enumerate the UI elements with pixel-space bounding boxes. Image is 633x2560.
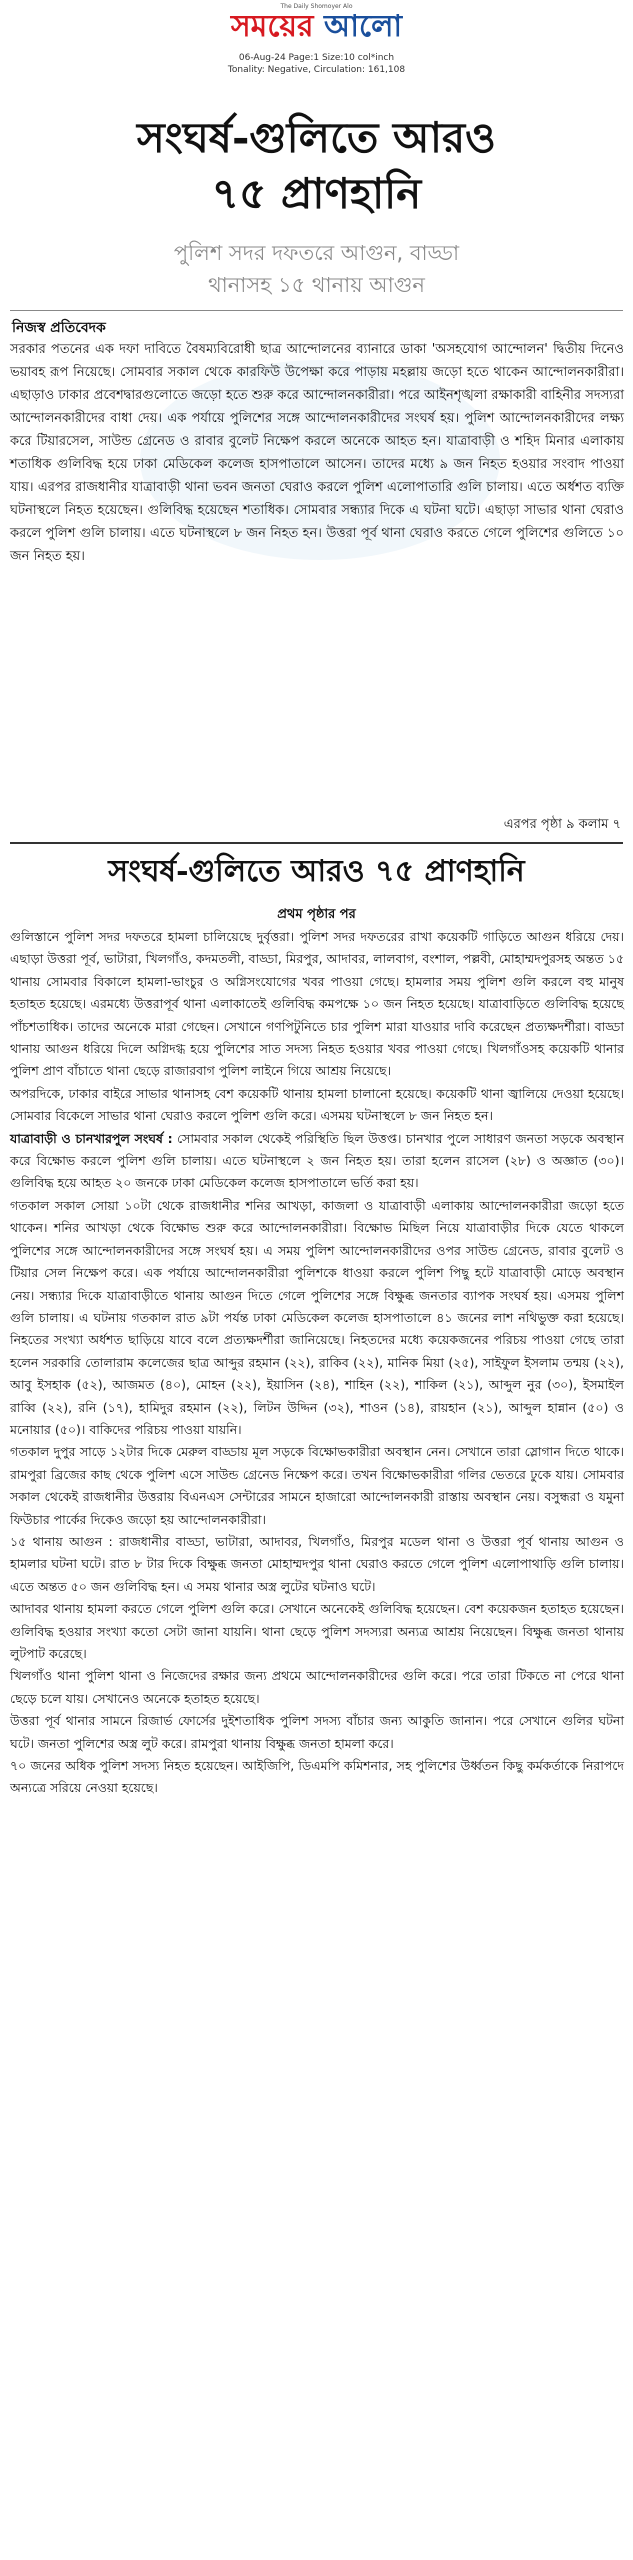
paragraph: অপরদিকে, ঢাকার বাইরে সাভার থানাসহ বেশ কয়েকটি থানায় হামলা চালানো হয়েছে। কয়েকটি থানা জ্বালিয়ে দেওয়া হয়েছে। সোমবার বিকেলে সাভার থানা ঘেরাও করলে পুলিশ গুলি করে। এসময় ঘটনাস্থলে ৮ জন নিহত হন। bbox=[10, 1085, 624, 1124]
paragraph: গতকাল সকাল সোয়া ১০টা থেকে রাজধানীর শনির আখড়া, কাজলা ও যাত্রাবাড়ী এলাকায় আন্দোলনকারীরা জড়ো হতে থাকেন। শনির আখড়া থেকে বিক্ষোভ শুরু করে আন্দোলনকারীরা। বিক্ষোভ মিছিল নিয়ে যাত্রাবাড়ীর দিকে যেতে থাকলে পুলিশের সঙ্গে আন্দোলনকারীদের সঙ্গে সংঘর্ষ হয়। এ সময় পুলিশ আন্দোলনকারীদের ওপর সাউন্ড গ্রেনেড, রাবার বুলেট ও টিয়ার সেল নিক্ষেপ করে। এক পর্যায়ে আন্দোলনকারীরা পুলিশকে ধাওয়া করলে পুলিশ পিছু হটে যাত্রাবাড়ী মোড়ে অবস্থান নেয়। সন্ধ্যার দিকে যাত্রাবাড়ীতে থানায় আগুন দিতে গেলে পুলিশের সঙ্গে বিক্ষুব্ধ জনতার ব্যাপক সংঘর্ষ হয়। এসময় পুলিশ গুলি চালায়। এ ঘটনায় গতকাল রাত ৯টা পর্যন্ত ঢাকা মেডিকেল কলেজ হাসপাতালে ৪১ জনের লাশ নথিভুক্ত করা হয়েছে। নিহতের সংখ্যা অর্ধশত ছাড়িয়ে যাবে বলে প্রত্যক্ষদর্শীরা জানিয়েছে। নিহতদের মধ্যে কয়েকজনের পরিচয় পাওয়া গেছে তারা হলেন সরকারি তোলারাম কলেজের ছাত্র আব্দুর রহমান (২২), রাকিব (২২), মানিক মিয়া (২৫), সাইফুল ইসলাম তন্ময় (২২), আবু ইসহাক (৫২), আজমত (৪০), মোহন (২২), ইয়াসিন (২৪), শাহিন (২২), শাকিল (২১), আব্দুল নুর (৩০), ইসমাইল রাব্বি (২২), রনি (১৭), হামিদুর রহমান (২২), লিটন উদ্দিন (৩২), শাওন (১৪), রায়হান (২১), আব্দুল হান্নান (৫০) ও মনোয়ার (৫০)। বাকিদের পরিচয় পাওয়া যায়নি। bbox=[10, 1197, 624, 1437]
logo-part-1: সময়ের bbox=[230, 9, 314, 44]
masthead bbox=[0, 0, 633, 90]
lead-article-body bbox=[10, 338, 624, 568]
masthead-tagline: The Daily Shomoyer Alo bbox=[280, 3, 353, 10]
section-divider bbox=[10, 842, 623, 844]
lead-headline-line-1: সংঘর্ষ-গুলিতে আরও bbox=[137, 113, 496, 162]
continuation-headline: সংঘর্ষ-গুলিতে আরও ৭৫ প্রাণহানি bbox=[108, 854, 525, 889]
lead-paragraph: সরকার পতনের এক দফা দাবিতে বৈষম্যবিরোধী ছাত্র আন্দোলনের ব্যানারে ডাকা 'অসহযোগ আন্দোলন' দ্বিতীয় দিনেও ভয়াবহ রূপ নিয়েছে। সোমবার সকাল থেকে কারফিউ উপেক্ষা করে পাড়ায় মহল্লায় জড়ো হতে থাকেন আন্দোলনকারীরা। এছাড়াও ঢাকার প্রবেশদ্বারগুলোতে জড়ো হতে শুরু করে আন্দোলনকারীরা। পরে আইনশৃঙ্খলা রক্ষাকারী বাহিনীর সদস্যরা আন্দোলনকারীদের বাধা দেয়। এক পর্যায়ে পুলিশের সঙ্গে আন্দোলনকারীদের সংঘর্ষ হয়। পুলিশ আন্দোলনকারীদের লক্ষ্য করে টিয়ারসেল, সাউন্ড গ্রেনেড ও রাবার বুলেট নিক্ষেপ করলে অনেকে আহত হন। যাত্রাবাড়ী ও শহিদ মিনার এলাকায় শতাধিক গুলিবিদ্ধ হয়ে ঢাকা মেডিকেল কলেজ হাসপাতালে আসেন। তাদের মধ্যে ৯ জন নিহত হওয়ার সংবাদ পাওয়া যায়। এরপর রাজধানীর যাত্রাবাড়ী থানা ভবন জনতা ঘেরাও করলে পুলিশ এলোপাতারি গুলি চালায়। এতে অর্ধশত ব্যক্তি ঘটনাস্থলে নিহত হয়েছেন। গুলিবিদ্ধ হয়েছেন শতাধিক। সোমবার সন্ধ্যার দিকে এ ঘটনা ঘটে। এছাড়া সাভার থানা ঘেরাও করলে পুলিশ গুলি চালায়। এতে ঘটনাস্থলে ৮ জন নিহত হন। উত্তরা পূর্ব থানা ঘেরাও করতে গেলে পুলিশের গুলিতে ১০ জন নিহত হয়। bbox=[10, 342, 624, 564]
paragraph: ৭০ জনের অধিক পুলিশ সদস্য নিহত হয়েছেন। আইজিপি, ডিএমপি কমিশনার, সহ পুলিশের উর্ধ্বতন কিছু কর্মকর্তাকে নিরাপদে অন্যত্রে সরিয়ে নেওয়া হয়েছে। bbox=[10, 1758, 624, 1796]
lead-subhead-line-2: থানাসহ ১৫ থানায় আগুন bbox=[208, 273, 425, 297]
section-text: সোমবার সকাল থেকেই পরিস্থিতি ছিল উত্তপ্ত। চানখার পুলে সাধারণ জনতা সড়কে অবস্থান করে বিক্ষোভ করলে পুলিশ গুলি চালায়। এতে ঘটনাস্থলে ২ জন নিহত হয়। তারা হলেন রাসেল (২৮) ও অজ্ঞাত (৩০)। গুলিবিদ্ধ হয়ে আহত ২০ জনকে ঢাকা মেডিকেল কলেজ হাসপাতালে ভর্তি করা হয়। bbox=[10, 1130, 624, 1191]
logo-part-2: আলো bbox=[324, 9, 403, 44]
lead-subhead-line-1: পুলিশ সদর দফতরে আগুন, বাড্ডা bbox=[173, 241, 460, 265]
paragraph: গুলিস্তানে পুলিশ সদর দফতরে হামলা চালিয়েছে দুর্বৃত্তরা। পুলিশ সদর দফতরের রাখা কয়েকটি গাড়িতে আগুন ধরিয়ে দেয়। এছাড়া উত্তরা পূর্ব, ভাটারা, খিলগাঁও, কদমতলী, বাড্ডা, মিরপুর, আদাবর, লালবাগ, বংশাল, পল্লবী, মোহাম্মদপুরসহ অন্তত ১৫ থানায় সোমবার বিকালে হামলা-ভাংচুর ও অগ্নিসংযোগের খবর পাওয়া গেছে। হামলার সময় পুলিশ গুলি করলে বহু মানুষ হতাহত হয়েছে। এরমধ্যে উত্তরাপূর্ব থানা এলাকাতেই গুলিবিদ্ধ কমপক্ষে ১০ জন নিহত হয়েছে। যাত্রাবাড়িতে গুলিবিদ্ধ হয়েছে পাঁচশতাধিক। তাদের অনেকে মারা গেছেন। সেখানে গণপিটুনিতে চার পুলিশ মারা যাওয়ার দাবি করেছেন প্রত্যক্ষদর্শীরা। বাড্ডা থানায় আগুন ধরিয়ে দিলে অগ্নিদগ্ধ হয়ে পুলিশের সাত সদস্য নিহত হওয়ার খবর পাওয়া গেছে। খিলগাঁওসহ কয়েকটি থানার পুলিশ প্রাণ বাঁচাতে থানা ছেড়ে রাজারবাগ পুলিশ লাইনে গিয়ে আশ্রয় নিয়েছে। bbox=[10, 929, 624, 1079]
newspaper-logo bbox=[0, 10, 633, 44]
continuation-body bbox=[10, 926, 624, 1800]
paragraph-with-section-title bbox=[10, 1128, 624, 1195]
divider bbox=[10, 310, 623, 311]
section-title: যাত্রাবাড়ী ও চানখারপুল সংঘর্ষ : bbox=[10, 1130, 173, 1146]
paragraph: গতকাল দুপুর সাড়ে ১২টার দিকে মেরুল বাড্ডায় মূল সড়কে বিক্ষোভকারীরা অবস্থান নেন। সেখানে তারা স্লোগান দিতে থাকে। রামপুরা ব্রিজের কাছ থেকে পুলিশ এসে সাউন্ড গ্রেনেড নিক্ষেপ করে। তখন বিক্ষোভকারীরা গলির ভেতরে ঢুকে যায়। সোমবার সকাল থেকেই রাজধানীর উত্তরায় বিএনএস সেন্টারের সামনে হাজারো আন্দোলনকারী রাস্তায় অবস্থান নেয়। বসুন্ধরা ও যমুনা ফিউচার পার্কের দিকেও জড়ো হয় আন্দোলনকারীরা। bbox=[10, 1444, 624, 1527]
lead-headline-line-2: ৭৫ প্রাণহানি bbox=[211, 169, 422, 218]
paragraph: আদাবর থানায় হামলা করতে গেলে পুলিশ গুলি করে। সেখানে অনেকেই গুলিবিদ্ধ হয়েছেন। বেশ কয়েকজন হতাহত হয়েছেন। গুলিবিদ্ধ হওয়ার সংখ্যা কতো সেটা জানা যায়নি। থানা ছেড়ে পুলিশ সদস্যরা অন্যত্র আশ্রয় নিয়েছেন। বিক্ষুব্ধ জনতা থানায় লুটপাট করেছে। bbox=[10, 1601, 624, 1661]
clip-meta: 06-Aug-24 Page:1 Size:10 col*inch bbox=[238, 53, 395, 63]
tonality-meta: Tonality: Negative, Circulation: 161,108 bbox=[227, 65, 406, 75]
byline: নিজস্ব প্রতিবেদক bbox=[12, 320, 106, 336]
paragraph: খিলগাঁও থানা পুলিশ থানা ও নিজেদের রক্ষার জন্য প্রথমে আন্দোলনকারীদের গুলি করে। পরে তারা টিকতে না পেরে থানা ছেড়ে চলে যায়। সেখানেও অনেকে হতাহত হয়েছে। bbox=[10, 1668, 624, 1706]
continued-note: এরপর পৃষ্ঠা ৯ কলাম ৭ bbox=[503, 817, 621, 832]
paragraph: ১৫ থানায় আগুন : রাজধানীর বাড্ডা, ভাটারা, আদাবর, খিলগাঁও, মিরপুর মডেল থানা ও উত্তরা পূর্ব থানায় আগুন ও হামলার ঘটনা ঘটে। রাত ৮ টার দিকে বিক্ষুব্ধ জনতা মোহাম্মদপুর থানা ঘেরাও করতে গেলে পুলিশ এলোপাথাড়ি গুলি চালায়। এতে অন্তত ৫০ জন গুলিবিদ্ধ হন। এ সময় থানার অস্ত্র লুটের ঘটনাও ঘটে। bbox=[10, 1533, 624, 1594]
continuation-label: প্রথম পৃষ্ঠার পর bbox=[277, 907, 356, 922]
paragraph: উত্তরা পূর্ব থানার সামনে রিজার্ভ ফোর্সের দুইশতাধিক পুলিশ সদস্য বাঁচার জন্য আকুতি জানান। পরে সেখানে গুলির ঘটনা ঘটে। জনতা পুলিশের অস্ত্র লুট করে। রামপুরা থানায় বিক্ষুব্ধ জনতা হামলা করে। bbox=[10, 1713, 624, 1751]
